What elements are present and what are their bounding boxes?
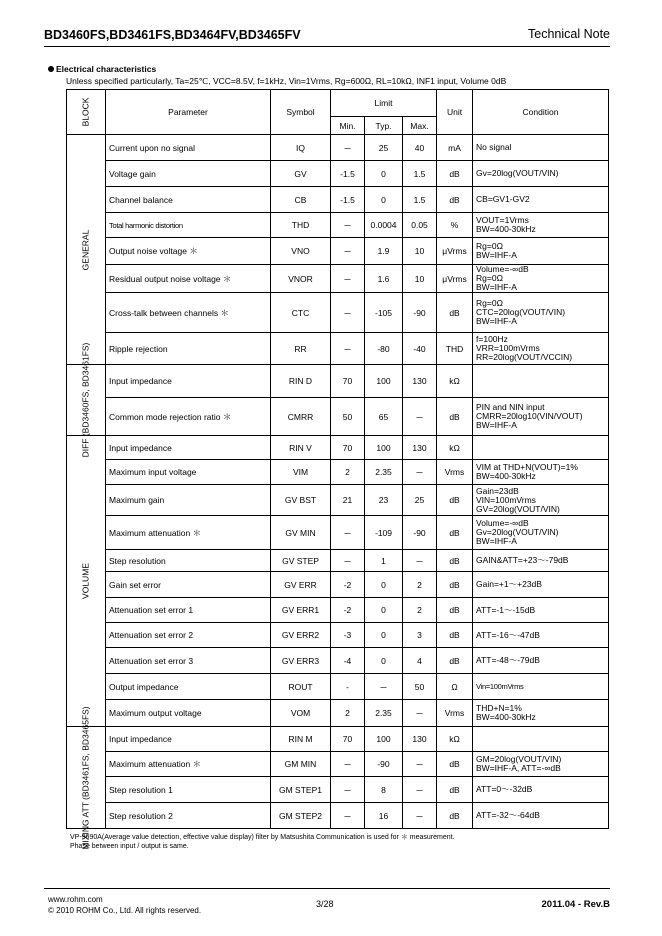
cell-condition xyxy=(473,365,609,398)
cell-min: 50 xyxy=(331,398,365,436)
cell-max: ─ xyxy=(403,777,437,803)
cell-unit: μVrms xyxy=(437,238,473,265)
cell-max: -40 xyxy=(403,333,437,365)
condition-line: BW=400-30kHz xyxy=(476,712,536,722)
cell-condition xyxy=(473,752,609,777)
cell-unit: Vrms xyxy=(437,460,473,485)
cell-condition xyxy=(473,398,609,436)
condition-line: BW=IHF-A xyxy=(476,282,517,292)
cell-min: ─ xyxy=(331,333,365,365)
cell-symbol: GV ERR3 xyxy=(271,648,331,674)
cell-condition xyxy=(473,623,609,648)
table-row xyxy=(67,516,609,550)
condition-line: Rg=0Ω xyxy=(476,298,503,308)
condition-line: Gain=23dB xyxy=(476,485,519,496)
cell-parameter: Attenuation set error 2 xyxy=(106,623,271,648)
cell-symbol: ROUT xyxy=(271,674,331,700)
header-parameter: Parameter xyxy=(106,90,271,135)
condition-line: BW=IHF-A xyxy=(476,420,517,430)
cell-condition xyxy=(473,187,609,213)
cell-min: ─ xyxy=(331,777,365,803)
condition-line: BW=400-30kHz xyxy=(476,471,536,481)
table-row xyxy=(67,803,609,829)
cell-parameter: Step resolution 2 xyxy=(106,803,271,829)
cell-typ: -90 xyxy=(365,752,403,777)
cell-symbol: GM STEP2 xyxy=(271,803,331,829)
cell-unit: THD xyxy=(437,333,473,365)
condition-line: VIM at THD+N(VOUT)=1% xyxy=(476,462,578,472)
table-row xyxy=(67,333,609,365)
condition-line: Vin=100mVrms xyxy=(476,682,524,691)
cell-condition xyxy=(473,803,609,829)
cell-unit: μVrms xyxy=(437,265,473,293)
cell-min: -2 xyxy=(331,572,365,598)
document-type: Technical Note xyxy=(528,27,610,41)
cell-parameter: Common mode rejection ratio ＊ xyxy=(106,398,271,436)
cell-condition xyxy=(473,485,609,516)
cell-max: ─ xyxy=(403,550,437,572)
cell-symbol: GV ERR2 xyxy=(271,623,331,648)
condition-line: VOUT=1Vrms xyxy=(476,215,529,225)
cell-parameter: Total harmonic distortion xyxy=(106,213,271,238)
cell-max: 3 xyxy=(403,623,437,648)
cell-max: -90 xyxy=(403,293,437,333)
cell-condition xyxy=(473,161,609,187)
cell-typ: 0 xyxy=(365,161,403,187)
cell-max: 50 xyxy=(403,674,437,700)
cell-typ: 2.35 xyxy=(365,700,403,727)
cell-min: -2 xyxy=(331,598,365,623)
cell-symbol: VNO xyxy=(271,238,331,265)
bullet-icon xyxy=(48,66,54,72)
cell-max: 2 xyxy=(403,572,437,598)
table-row xyxy=(67,436,609,460)
table-row xyxy=(67,550,609,572)
cell-unit: kΩ xyxy=(437,727,473,752)
cell-max: ─ xyxy=(403,700,437,727)
cell-unit: dB xyxy=(437,516,473,550)
cell-parameter: Step resolution 1 xyxy=(106,777,271,803)
cell-typ: 100 xyxy=(365,436,403,460)
cell-unit: dB xyxy=(437,777,473,803)
document-title: BD3460FS,BD3461FS,BD3464FV,BD3465FV xyxy=(44,28,301,42)
cell-min: 70 xyxy=(331,365,365,398)
header-typ: Typ. xyxy=(365,117,403,135)
cell-max: -90 xyxy=(403,516,437,550)
table-row xyxy=(67,623,609,648)
table-row xyxy=(67,293,609,333)
cell-unit: dB xyxy=(437,187,473,213)
section-title-text: Electrical characteristics xyxy=(56,64,157,74)
cell-parameter: Attenuation set error 1 xyxy=(106,598,271,623)
condition-line: Gain=+1〜+23dB xyxy=(476,579,542,589)
cell-max: 130 xyxy=(403,727,437,752)
condition-line: THD+N=1% xyxy=(476,703,522,713)
cell-typ: 8 xyxy=(365,777,403,803)
cell-unit: Ω xyxy=(437,674,473,700)
test-conditions: Unless specified particularly, Ta=25℃, VCC=8.5V, f=1kHz, Vin=1Vrms, Rg=600Ω, RL=10kΩ, INF1 input, Volume 0dB xyxy=(66,76,507,86)
cell-parameter: Maximum output voltage xyxy=(106,700,271,727)
table-row xyxy=(67,161,609,187)
cell-min: 70 xyxy=(331,727,365,752)
table-row xyxy=(67,238,609,265)
cell-min: ─ xyxy=(331,265,365,293)
cell-parameter: Voltage gain xyxy=(106,161,271,187)
cell-condition xyxy=(473,727,609,752)
condition-line: PIN and NIN input xyxy=(476,402,545,412)
cell-condition xyxy=(473,598,609,623)
header-max: Max. xyxy=(403,117,437,135)
table-row xyxy=(67,265,609,293)
cell-symbol: RR xyxy=(271,333,331,365)
cell-condition xyxy=(473,700,609,727)
cell-unit: dB xyxy=(437,550,473,572)
cell-symbol: RIN V xyxy=(271,436,331,460)
cell-condition xyxy=(473,213,609,238)
cell-unit: dB xyxy=(437,572,473,598)
cell-typ: -80 xyxy=(365,333,403,365)
condition-line: VIN=100mVrms xyxy=(476,494,536,505)
cell-unit: dB xyxy=(437,623,473,648)
cell-condition xyxy=(473,674,609,700)
cell-parameter: Gain set error xyxy=(106,572,271,598)
footer-copyright: © 2010 ROHM Co., Ltd. All rights reserved. xyxy=(48,906,202,915)
condition-line: GAIN&ATT=+23〜-79dB xyxy=(476,555,569,565)
footer-divider xyxy=(44,888,610,889)
cell-min: ─ xyxy=(331,803,365,829)
cell-symbol: THD xyxy=(271,213,331,238)
cell-symbol: GV xyxy=(271,161,331,187)
condition-line: VRR=100mVrms xyxy=(476,343,540,353)
cell-max: 2 xyxy=(403,598,437,623)
cell-typ: 0 xyxy=(365,648,403,674)
table-row xyxy=(67,752,609,777)
condition-line: Volume=-∞dB xyxy=(476,518,529,528)
condition-line: No signal xyxy=(476,142,512,152)
header-limit: Limit xyxy=(331,90,437,117)
cell-symbol: GV ERR xyxy=(271,572,331,598)
cell-condition xyxy=(473,135,609,161)
cell-max: 10 xyxy=(403,265,437,293)
cell-parameter: Residual output noise voltage ＊ xyxy=(106,265,271,293)
cell-min: 21 xyxy=(331,485,365,516)
cell-condition xyxy=(473,436,609,460)
table-row xyxy=(67,187,609,213)
cell-parameter: Output noise voltage ＊ xyxy=(106,238,271,265)
cell-typ: 23 xyxy=(365,485,403,516)
cell-unit: dB xyxy=(437,161,473,187)
cell-max: ─ xyxy=(403,460,437,485)
cell-typ: ─ xyxy=(365,674,403,700)
cell-parameter: Input impedance xyxy=(106,365,271,398)
cell-parameter: Current upon no signal xyxy=(106,135,271,161)
cell-typ: 0 xyxy=(365,623,403,648)
condition-line: ATT=0〜-32dB xyxy=(476,784,533,794)
cell-symbol: IQ xyxy=(271,135,331,161)
cell-min: ─ xyxy=(331,213,365,238)
cell-symbol: RIN D xyxy=(271,365,331,398)
cell-parameter: Input impedance xyxy=(106,727,271,752)
cell-parameter: Ripple rejection xyxy=(106,333,271,365)
cell-typ: 16 xyxy=(365,803,403,829)
cell-parameter: Maximum input voltage xyxy=(106,460,271,485)
cell-max: 25 xyxy=(403,485,437,516)
header-condition: Condition xyxy=(473,90,609,135)
cell-typ: 65 xyxy=(365,398,403,436)
cell-typ: -109 xyxy=(365,516,403,550)
table-row xyxy=(67,365,609,398)
cell-min: - xyxy=(331,674,365,700)
header-min: Min. xyxy=(331,117,365,135)
header-divider xyxy=(44,46,610,47)
cell-typ: 0 xyxy=(365,598,403,623)
cell-typ: 0 xyxy=(365,572,403,598)
table-row xyxy=(67,572,609,598)
cell-max: 130 xyxy=(403,365,437,398)
cell-unit: dB xyxy=(437,648,473,674)
block-label: MIXING ATT (BD3461FS, BD3465FS) xyxy=(67,727,106,829)
cell-max: ─ xyxy=(403,398,437,436)
cell-unit: dB xyxy=(437,293,473,333)
cell-unit: % xyxy=(437,213,473,238)
footer-url[interactable]: www.rohm.com xyxy=(48,895,103,904)
cell-parameter: Input impedance xyxy=(106,436,271,460)
cell-min: ─ xyxy=(331,293,365,333)
table-row xyxy=(67,674,609,700)
cell-parameter: Maximum attenuation ＊ xyxy=(106,516,271,550)
table-row xyxy=(67,135,609,161)
cell-condition xyxy=(473,550,609,572)
cell-min: 70 xyxy=(331,436,365,460)
cell-min: ─ xyxy=(331,752,365,777)
condition-line: Rg=0Ω xyxy=(476,241,503,251)
footnote-phase: Phase between input / output is same. xyxy=(70,843,189,850)
condition-line: ATT=-48〜-79dB xyxy=(476,655,540,665)
condition-line: Rg=0Ω xyxy=(476,273,503,283)
cell-unit: Vrms xyxy=(437,700,473,727)
condition-line: BW=IHF-A xyxy=(476,536,517,546)
table-row xyxy=(67,598,609,623)
table-row xyxy=(67,398,609,436)
cell-typ: 1.6 xyxy=(365,265,403,293)
condition-line: CB=GV1-GV2 xyxy=(476,194,530,204)
cell-max: 10 xyxy=(403,238,437,265)
header-unit: Unit xyxy=(437,90,473,135)
cell-typ: 1.9 xyxy=(365,238,403,265)
condition-line: f=100Hz xyxy=(476,334,508,344)
footnote-filter: VP-9690A(Average value detection, effective value display) filter by Matsushita Communication is used for ＊ measurement. xyxy=(70,834,455,841)
condition-line: CMRR=20log10(VIN/VOUT) xyxy=(476,411,583,421)
cell-parameter: Channel balance xyxy=(106,187,271,213)
condition-line: CTC=20log(VOUT/VIN) xyxy=(476,307,566,317)
cell-min: ─ xyxy=(331,516,365,550)
condition-line: BW=400-30kHz xyxy=(476,224,536,234)
cell-condition xyxy=(473,293,609,333)
cell-parameter: Maximum attenuation ＊ xyxy=(106,752,271,777)
cell-typ: 0 xyxy=(365,187,403,213)
condition-line: Volume=-∞dB xyxy=(476,264,529,274)
cell-symbol: GM STEP1 xyxy=(271,777,331,803)
condition-line: BW=IHF-A xyxy=(476,250,517,260)
block-label: GENERAL xyxy=(67,135,106,365)
cell-typ: 100 xyxy=(365,365,403,398)
block-label: DIFF (BD3460FS, BD3461FS) xyxy=(67,365,106,436)
condition-line: GV=20log(VOUT/VIN) xyxy=(476,503,560,514)
cell-condition xyxy=(473,516,609,550)
cell-min: ─ xyxy=(331,550,365,572)
condition-line: ATT=-32〜-64dB xyxy=(476,810,540,820)
cell-unit: dB xyxy=(437,398,473,436)
cell-min: ─ xyxy=(331,135,365,161)
cell-typ: 0.0004 xyxy=(365,213,403,238)
cell-symbol: VOM xyxy=(271,700,331,727)
table-row xyxy=(67,727,609,752)
condition-line: BW=IHF-A, ATT=-∞dB xyxy=(476,763,561,773)
condition-line: ATT=-1〜-15dB xyxy=(476,604,536,615)
cell-parameter: Maximum gain xyxy=(106,485,271,516)
section-title xyxy=(48,64,156,74)
cell-max: 0.05 xyxy=(403,213,437,238)
cell-symbol: GV STEP xyxy=(271,550,331,572)
table-row xyxy=(67,777,609,803)
cell-unit: dB xyxy=(437,485,473,516)
cell-unit: kΩ xyxy=(437,365,473,398)
cell-symbol: GV ERR1 xyxy=(271,598,331,623)
cell-symbol: VNOR xyxy=(271,265,331,293)
table-row xyxy=(67,700,609,727)
cell-parameter: Attenuation set error 3 xyxy=(106,648,271,674)
cell-condition xyxy=(473,572,609,598)
cell-symbol: CB xyxy=(271,187,331,213)
condition-line: Gv=20log(VOUT/VIN) xyxy=(476,527,559,537)
cell-parameter: Cross-talk between channels ＊ xyxy=(106,293,271,333)
table-row xyxy=(67,460,609,485)
block-label: VOLUME xyxy=(67,436,106,727)
cell-condition xyxy=(473,460,609,485)
cell-max: 1.5 xyxy=(403,161,437,187)
cell-max: 4 xyxy=(403,648,437,674)
condition-line: Gv=20log(VOUT/VIN) xyxy=(476,168,559,178)
cell-symbol: RIN M xyxy=(271,727,331,752)
cell-min: -1.5 xyxy=(331,161,365,187)
header-symbol: Symbol xyxy=(271,90,331,135)
cell-symbol: CTC xyxy=(271,293,331,333)
table-row xyxy=(67,485,609,516)
cell-typ: 1 xyxy=(365,550,403,572)
cell-unit: dB xyxy=(437,752,473,777)
cell-max: ─ xyxy=(403,752,437,777)
cell-condition xyxy=(473,777,609,803)
header-block: BLOCK xyxy=(67,90,106,135)
condition-line: BW=IHF-A xyxy=(476,316,517,326)
cell-min: -1.5 xyxy=(331,187,365,213)
cell-min: 2 xyxy=(331,460,365,485)
cell-max: 40 xyxy=(403,135,437,161)
cell-max: 1.5 xyxy=(403,187,437,213)
cell-unit: dB xyxy=(437,803,473,829)
cell-parameter: Output impedance xyxy=(106,674,271,700)
condition-line: RR=20log(VOUT/VCCIN) xyxy=(476,352,573,362)
cell-min: 2 xyxy=(331,700,365,727)
cell-typ: 25 xyxy=(365,135,403,161)
cell-symbol: VIM xyxy=(271,460,331,485)
table-row xyxy=(67,648,609,674)
cell-symbol: GM MIN xyxy=(271,752,331,777)
cell-max: ─ xyxy=(403,803,437,829)
cell-condition xyxy=(473,648,609,674)
condition-line: GM=20log(VOUT/VIN) xyxy=(476,754,562,764)
cell-unit: kΩ xyxy=(437,436,473,460)
cell-symbol: GV MIN xyxy=(271,516,331,550)
cell-typ: 2.35 xyxy=(365,460,403,485)
cell-typ: 100 xyxy=(365,727,403,752)
cell-min: -4 xyxy=(331,648,365,674)
table-row xyxy=(67,213,609,238)
cell-condition xyxy=(473,333,609,365)
cell-max: 130 xyxy=(403,436,437,460)
revision: 2011.04 - Rev.B xyxy=(541,899,610,910)
cell-condition xyxy=(473,238,609,265)
cell-symbol: GV BST xyxy=(271,485,331,516)
cell-condition xyxy=(473,265,609,293)
cell-unit: dB xyxy=(437,598,473,623)
cell-typ: -105 xyxy=(365,293,403,333)
cell-min: -3 xyxy=(331,623,365,648)
cell-unit: mA xyxy=(437,135,473,161)
cell-min: ─ xyxy=(331,238,365,265)
cell-parameter: Step resolution xyxy=(106,550,271,572)
page-number: 3/28 xyxy=(316,899,334,909)
condition-line: ATT=-16〜-47dB xyxy=(476,629,540,640)
cell-symbol: CMRR xyxy=(271,398,331,436)
